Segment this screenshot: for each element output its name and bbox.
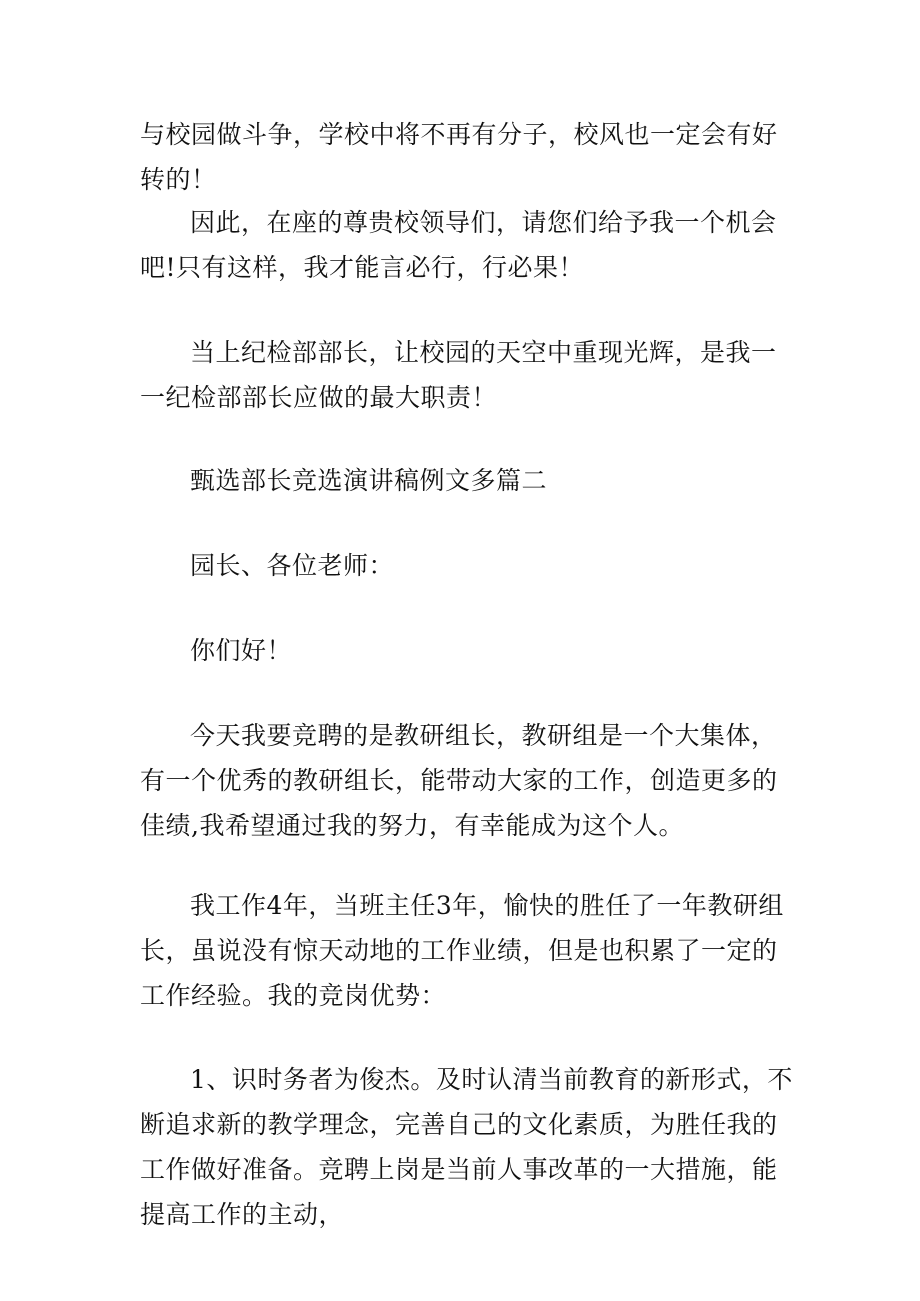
paragraph-advantage-1: 1、识时务者为俊杰。及时认清当前教育的新形式，不断追求新的教学理念，完善自己的文化素质，为胜任我的工作做好准备。竞聘上岗是当前人事改革的一大措施，能提高工作的主动， [140, 1065, 793, 1229]
paragraph-duty: 当上纪检部部长，让校园的天空中重现光辉，是我一一纪检部部长应做的最大职责！ [140, 338, 777, 412]
paragraph-experience: 我工作4年，当班主任3年，愉快的胜任了一年教研组长，虽说没有惊天动地的工作业绩，但是也积累了一定的工作经验。我的竞岗优势： [140, 891, 784, 1010]
section-heading: 甄选部长竞选演讲稿例文多篇二 [190, 466, 548, 495]
paragraph-request: 因此，在座的尊贵校领导们，请您们给予我一个机会吧!只有这样，我才能言必行，行必果！ [140, 208, 777, 282]
salutation: 园长、各位老师： [190, 551, 395, 580]
paragraph-intro: 今天我要竞聘的是教研组长，教研组是一个大集体，有一个优秀的教研组长，能带动大家的工作，创造更多的佳绩,我希望通过我的努力，有幸能成为这个人。 [140, 721, 778, 840]
paragraph-continuation: 与校园做斗争，学校中将不再有分子，校风也一定会有好转的！ [140, 120, 778, 194]
greeting: 你们好！ [190, 636, 293, 665]
